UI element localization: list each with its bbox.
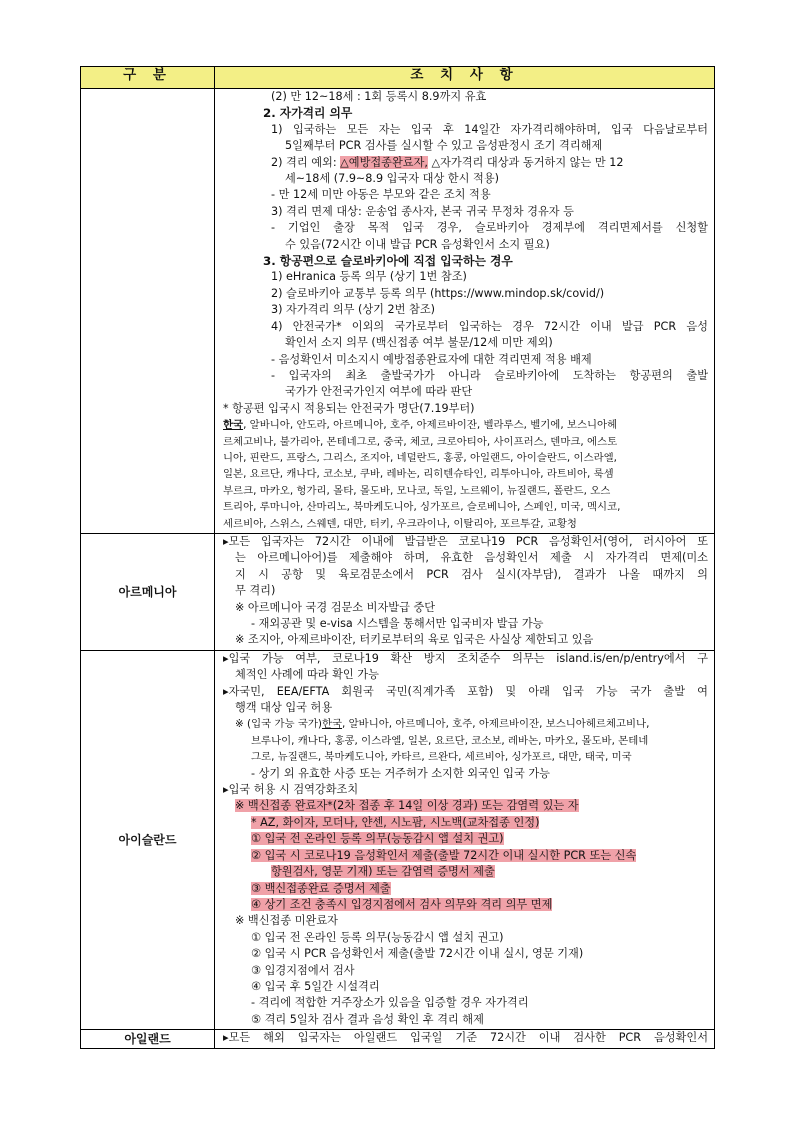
table-header-row [81, 67, 715, 89]
highlighted-korea: 한국 [223, 419, 244, 432]
list-item: 지 시 공항 및 육로검문소에서 PCR 검사 실시(자부담), 결과가 나올 때까지 의 [235, 567, 708, 581]
list-item: 체적인 사례에 따라 확인 가능 [235, 668, 379, 682]
document-page [80, 66, 714, 1049]
country-list-line: 일본, 요르단, 캐나다, 코소보, 쿠바, 레바논, 리히텐슈타인, 리투아니아, 라트비아, 룩셈 [223, 468, 614, 481]
list-item: * 항공편 입국시 적용되는 안전국가 명단(7.19부터) [223, 401, 475, 415]
measures-table [80, 66, 715, 1049]
list-item: ▸입국 가능 여부, 코로나19 확산 방지 조치준수 의무는 island.is/en/p/entry에서 구 [223, 651, 708, 665]
list-item: - 기업인 출장 목적 입국 경우, 슬로바키아 경제부에 격리면제서를 신청할 [271, 221, 708, 235]
measures-cell [215, 1030, 715, 1048]
list-item: ④ 입국 후 5일간 시설격리 [251, 979, 380, 993]
list-item: ③ 입경지점에서 검사 [251, 963, 355, 977]
measures-cell [215, 89, 715, 534]
country-list-line: 르체고비나, 불가리아, 몬테네그로, 중국, 체코, 크로아티아, 사이프러스, 덴마크, 에스토 [223, 435, 618, 448]
country-cell: 아르메니아 [81, 533, 215, 650]
list-item: - 만 12세 미만 아동은 부모와 같은 조치 적용 [271, 188, 491, 202]
list-item: 1) eHranica 등록 의무 (상기 1번 참조) [271, 270, 467, 284]
list-item: 2) 격리 예외: △예방접종완료자, △자가격리 대상과 동거하지 않는 만 12 [271, 155, 624, 169]
list-item: ※ (입국 가능 국가)한국, 알바니아, 아르메니아, 호주, 아제르바이잔, 보스니아헤르체고비나, [235, 718, 650, 731]
table-row-armenia [81, 533, 715, 650]
highlighted-korea: 한국 [321, 718, 343, 731]
country-list-line: 그로, 뉴질랜드, 북마케도니아, 카타르, 르완다, 세르비아, 싱가포르, 대만, 태국, 미국 [251, 751, 632, 764]
table-row-slovakia [81, 89, 715, 534]
table-row-iceland [81, 650, 715, 1029]
list-item: 5일째부터 PCR 검사를 실시할 수 있고 음성판정시 조기 격리해제 [285, 139, 603, 153]
list-item: ▸자국민, EEA/EFTA 회원국 국민(직계가족 포함) 및 아래 입국 가능 국가 출발 여 [223, 684, 708, 698]
list-item: - 입국자의 최초 출발국가가 아니라 슬로바키아에 도착하는 항공편의 출발 [271, 368, 708, 382]
list-item: 3) 자가격리 의무 (상기 2번 참조) [271, 303, 435, 317]
list-item: 는 아르메니아어)를 제출해야 하며, 유효한 음성확인서 제출 시 자가격리 면제(미소 [235, 551, 708, 565]
list-item: (2) 만 12~18세 : 1회 등록시 8.9까지 유효 [271, 90, 487, 103]
header-measures: 조 치 사 항 [215, 67, 715, 89]
list-item: 확인서 소지 의무 (백신접종 여부 불문/12세 미만 제외) [285, 336, 553, 350]
highlight-block: ③ 백신접종완료 증명서 제출 [251, 881, 391, 895]
list-item: 세~18세 (7.9~8.9 입국자 대상 한시 적용) [285, 172, 499, 186]
country-list-line: 한국, 알바니아, 안도라, 아르메니아, 호주, 아제르바이잔, 벨라루스, 벨기에, 보스니아헤 [223, 419, 618, 432]
list-item: ⑤ 격리 5일차 검사 결과 음성 확인 후 격리 해제 [251, 1012, 484, 1026]
list-item: ※ 백신접종 미완료자 [235, 914, 338, 928]
highlight-block: * AZ, 화이자, 모더나, 얀센, 시노팜, 시노백(교차접종 인정) [251, 815, 540, 829]
country-list-line: 트리아, 루마니아, 산마리노, 북마케도니아, 싱가포르, 슬로베니아, 스페인, 미국, 멕시코, [223, 501, 621, 514]
list-item: ▸입국 허용 시 검역강화조치 [223, 783, 359, 797]
list-item: ▸모든 해외 입국자는 아일랜드 입국일 기준 72시간 이내 검사한 PCR 음성확인서 [223, 1031, 708, 1045]
country-list-line: 세르비아, 스위스, 스웨덴, 대만, 터키, 우크라이나, 이탈리아, 포르투갈, 교황청 [223, 517, 577, 530]
highlighted-text: △예방접종완료자, [340, 155, 428, 169]
highlight-block: ④ 상기 조건 충족시 입경지점에서 검사 의무와 격리 의무 면제 [251, 897, 553, 911]
highlight-block: ② 입국 시 코로나19 음성확인서 제출(출발 72시간 이내 실시한 PCR 또는 신속 [251, 848, 637, 862]
list-item: - 음성확인서 미소지시 예방접종완료자에 대한 격리면제 적용 배제 [271, 352, 592, 366]
list-item: ※ 아르메니아 국경 검문소 비자발급 중단 [235, 600, 436, 614]
list-item: 2) 슬로바키아 교통부 등록 의무 (https://www.mindop.sk/covid/) [271, 286, 605, 300]
list-item: - 상기 외 유효한 사증 또는 거주허가 소지한 외국인 입국 가능 [251, 766, 550, 780]
country-list-line: 브루나이, 캐나다, 홍콩, 이스라엘, 일본, 요르단, 코소보, 레바논, 마카오, 몰도바, 몬테네 [251, 734, 649, 747]
list-item: ② 입국 시 PCR 음성확인서 제출(출발 72시간 이내 실시, 영문 기재) [251, 947, 584, 961]
list-item: 국가가 안전국가인지 여부에 따라 판단 [285, 385, 473, 399]
highlight-block: 항원검사, 영문 기재) 또는 감염력 증명서 제출 [271, 865, 495, 879]
list-item: 행객 대상 입국 허용 [235, 701, 333, 715]
country-list-line: 부르크, 마카오, 헝가리, 몰타, 몰도바, 모나코, 독일, 노르웨이, 뉴질랜드, 폴란드, 오스 [223, 484, 611, 497]
country-cell: 아이슬란드 [81, 650, 215, 1029]
section-heading: 2. 자가격리 의무 [263, 106, 353, 121]
highlight-block: ※ 백신접종 완료자*(2차 접종 후 14일 이상 경과) 또는 감염력 있는 자 [235, 799, 579, 813]
measures-cell [215, 533, 715, 650]
list-item: 1) 입국하는 모든 자는 입국 후 14일간 자가격리해야하며, 입국 다음날로부터 [271, 122, 708, 136]
list-item: ① 입국 전 온라인 등록 의무(능동감시 앱 설치 권고) [251, 930, 504, 944]
table-row-ireland [81, 1030, 715, 1048]
header-category: 구 분 [81, 67, 215, 89]
list-item: - 격리에 적합한 거주장소가 있음을 입증할 경우 자가격리 [251, 996, 529, 1010]
list-item: ▸모든 입국자는 72시간 이내에 발급받은 코로나19 PCR 음성확인서(영어, 러시아어 또 [223, 534, 708, 548]
measures-cell [215, 650, 715, 1029]
list-item: 3) 격리 면제 대상: 운송업 종사자, 본국 귀국 무정차 경유자 등 [271, 204, 574, 218]
country-cell [81, 89, 215, 534]
list-item: - 재외공관 및 e-visa 시스템을 통해서만 입국비자 발급 가능 [251, 617, 544, 630]
list-item: ※ 조지아, 아제르바이잔, 터키로부터의 육로 입국은 사실상 제한되고 있음 [235, 633, 594, 647]
list-item: 무 격리) [235, 584, 276, 598]
list-item: 수 있음(72시간 이내 발급 PCR 음성확인서 소지 필요) [285, 237, 550, 251]
country-cell: 아일랜드 [81, 1030, 215, 1048]
country-list-line: 니아, 핀란드, 프랑스, 그리스, 조지아, 네덜란드, 홍콩, 아일랜드, 아이슬란드, 이스라엘, [223, 451, 617, 464]
section-heading: 3. 항공편으로 슬로바키아에 직접 입국하는 경우 [263, 254, 513, 269]
list-item: 4) 안전국가* 이외의 국가로부터 입국하는 경우 72시간 이내 발급 PCR 음성 [271, 319, 708, 333]
highlight-block: ① 입국 전 온라인 등록 의무(능동감시 앱 설치 권고) [251, 832, 504, 846]
